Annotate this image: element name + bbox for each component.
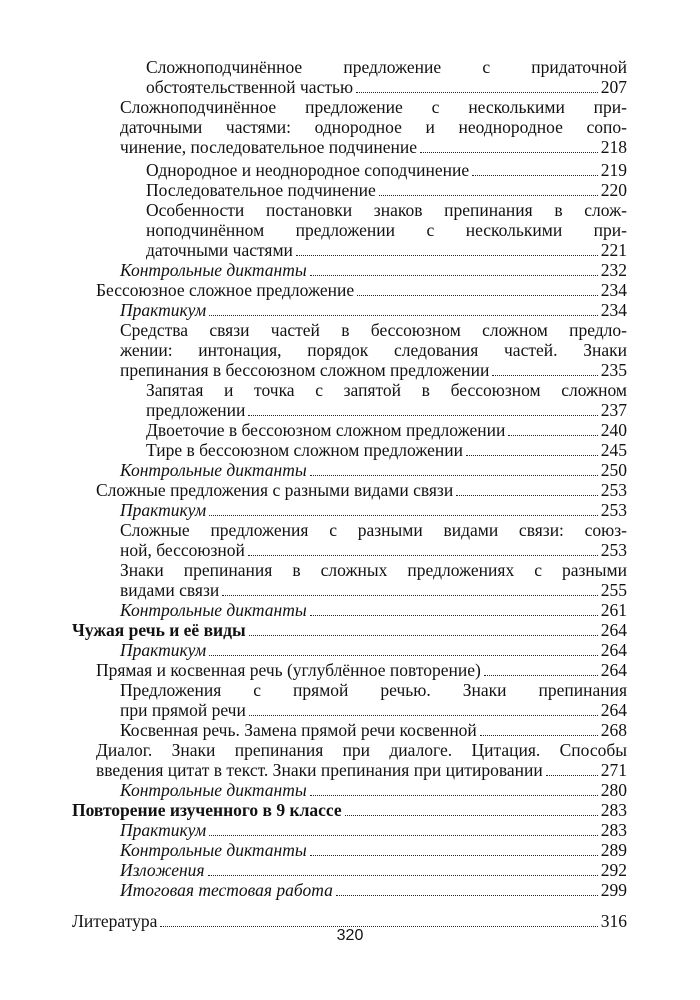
dot-leader: [209, 514, 598, 516]
toc-entry-page: 253: [600, 540, 627, 560]
toc-entry-title: Контрольные диктанты: [120, 460, 307, 480]
toc-entry-page: 283: [600, 820, 627, 840]
dot-leader: [209, 314, 598, 316]
toc-entry-page: 268: [600, 720, 627, 740]
dot-leader: [310, 854, 598, 856]
toc-entry[interactable]: [120, 680, 627, 720]
toc-entry[interactable]: [120, 320, 627, 380]
toc-entry-title: Чужая речь и её виды: [72, 620, 246, 640]
toc-entry-page: 207: [600, 77, 627, 97]
toc-entry-page: 240: [600, 420, 627, 440]
dot-leader: [248, 414, 597, 416]
dot-leader: [357, 294, 598, 296]
toc-entry-page: 316: [600, 911, 627, 931]
toc-entry[interactable]: [146, 57, 627, 97]
dot-leader: [472, 174, 598, 176]
toc-entry-title: Последовательное подчинение: [146, 180, 376, 200]
toc-entry[interactable]: [120, 97, 627, 157]
toc-entry-title: ной, бессоюзной: [120, 540, 245, 560]
toc-entry-page: 218: [600, 137, 627, 157]
toc-entry-page: 253: [600, 500, 627, 520]
toc-entry-line: Сложноподчинённое предложение с несколькими при-: [120, 97, 627, 117]
toc-entry-title: Литература: [72, 911, 158, 931]
toc-entry-line: Сложноподчинённое предложение с придаточной: [146, 57, 627, 77]
dot-leader: [222, 594, 598, 596]
dot-leader: [248, 554, 598, 556]
toc-entry-line: жении: интонация, порядок следования частей. Знаки: [120, 340, 627, 360]
toc-entry-title: Контрольные диктанты: [120, 840, 307, 860]
toc-entry-line: Особенности постановки знаков препинания в слож-: [146, 200, 627, 220]
toc-entry-page: 264: [600, 620, 627, 640]
toc-entry-title: Сложные предложения с разными видами связи: [96, 480, 454, 500]
toc-entry-page: 264: [600, 640, 627, 660]
dot-leader: [310, 474, 598, 476]
toc-entry-title: Двоеточие в бессоюзном сложном предложении: [146, 420, 506, 440]
toc-entry-line: Знаки препинания в сложных предложениях с разными: [120, 560, 627, 580]
toc-entry-title: Изложения: [120, 860, 205, 880]
toc-entry-title: Практикум: [120, 500, 207, 520]
dot-leader: [420, 151, 598, 153]
toc-entry-title: видами связи: [120, 580, 220, 600]
dot-leader: [310, 274, 598, 276]
toc-entry-page: 255: [600, 580, 627, 600]
dot-leader: [356, 91, 598, 93]
toc-entry-page: 261: [600, 600, 627, 620]
toc-entry-line: ноподчинённом предложении с несколькими при-: [146, 220, 627, 240]
dot-leader: [208, 874, 598, 876]
toc-entry-title: даточными частями: [146, 240, 293, 260]
toc-entry-title: Практикум: [120, 640, 207, 660]
toc-entry-line: даточными частями: однородное и неоднородное сопо-: [120, 117, 627, 137]
toc-entry-title: обстоятельственной частью: [146, 77, 354, 97]
toc-entry-line: Запятая и точка с запятой в бессоюзном сложном: [146, 380, 627, 400]
toc-entry-title: Бессоюзное сложное предложение: [96, 280, 355, 300]
dot-leader: [480, 734, 598, 736]
toc-entry-page: 232: [600, 260, 627, 280]
toc-entry-page: 280: [600, 780, 627, 800]
toc-entry-title: Повторение изученного в 9 классе: [72, 800, 342, 820]
toc-entry-title: Однородное и неоднородное соподчинение: [146, 160, 470, 180]
dot-leader: [209, 654, 598, 656]
toc-entry-page: 250: [600, 460, 627, 480]
dot-leader: [249, 634, 598, 636]
toc-entry-page: 219: [600, 160, 627, 180]
toc-entry-title: Практикум: [120, 820, 207, 840]
toc-entry-page: 221: [600, 240, 627, 260]
toc-entry-page: 264: [600, 660, 627, 680]
toc-entry[interactable]: [120, 560, 627, 600]
dot-leader: [546, 774, 598, 776]
toc-entry-title: Контрольные диктанты: [120, 260, 307, 280]
dot-leader: [310, 614, 598, 616]
dot-leader: [345, 814, 598, 816]
toc-entry-page: 234: [600, 300, 627, 320]
toc-entry-page: 289: [600, 840, 627, 860]
toc-entry-page: 234: [600, 280, 627, 300]
toc-entry-title: Контрольные диктанты: [120, 780, 307, 800]
toc-entry-page: 292: [600, 860, 627, 880]
toc-entry[interactable]: [146, 200, 627, 260]
toc-entry-page: 299: [600, 880, 627, 900]
toc-entry-title: Прямая и косвенная речь (углублённое повторение): [96, 660, 481, 680]
toc-entry-title: препинания в бессоюзном сложном предложении: [120, 360, 490, 380]
toc-entry-page: 245: [600, 440, 627, 460]
toc-entry-page: 253: [600, 480, 627, 500]
dot-leader: [336, 894, 598, 896]
dot-leader: [456, 494, 598, 496]
dot-leader: [249, 714, 598, 716]
toc-entry-title: Практикум: [120, 300, 207, 320]
toc-entry-title: Контрольные диктанты: [120, 600, 307, 620]
toc-entry[interactable]: [120, 880, 627, 904]
dot-leader: [296, 254, 598, 256]
toc-entry-page: 237: [600, 400, 627, 420]
dot-leader: [209, 834, 598, 836]
toc-entry-page: 220: [600, 180, 627, 200]
toc-entry[interactable]: [146, 380, 627, 420]
toc-entry-title: введения цитат в текст. Знаки препинания при цитировании: [96, 760, 543, 780]
dot-leader: [466, 454, 598, 456]
dot-leader: [484, 674, 598, 676]
toc-entry-line: Средства связи частей в бессоюзном сложном предло-: [120, 320, 627, 340]
toc-entry-page: 283: [600, 800, 627, 820]
dot-leader: [492, 374, 597, 376]
toc-entry[interactable]: [120, 520, 627, 560]
toc-entry-title: предложении: [146, 400, 246, 420]
dot-leader: [310, 794, 598, 796]
toc-entry-line: Предложения с прямой речью. Знаки препинания: [120, 680, 627, 700]
toc-entry-title: Косвенная речь. Замена прямой речи косвенной: [120, 720, 477, 740]
toc-entry-line: Сложные предложения с разными видами связи: союз-: [120, 520, 627, 540]
toc-entry-title: чинение, последовательное подчинение: [120, 137, 418, 157]
toc-entry-title: при прямой речи: [120, 700, 246, 720]
toc-entry-page: 235: [600, 360, 627, 380]
toc-entry-title: Тире в бессоюзном сложном предложении: [146, 440, 463, 460]
dot-leader: [508, 434, 597, 436]
page-number: 320: [336, 927, 364, 944]
toc-entry-page: 264: [600, 700, 627, 720]
toc-entry[interactable]: [96, 740, 627, 780]
toc-entry-title: Итоговая тестовая работа: [120, 880, 333, 900]
toc-entry-line: Диалог. Знаки препинания при диалоге. Цитация. Способы: [96, 740, 627, 760]
toc-entry-page: 271: [600, 760, 627, 780]
dot-leader: [379, 194, 598, 196]
